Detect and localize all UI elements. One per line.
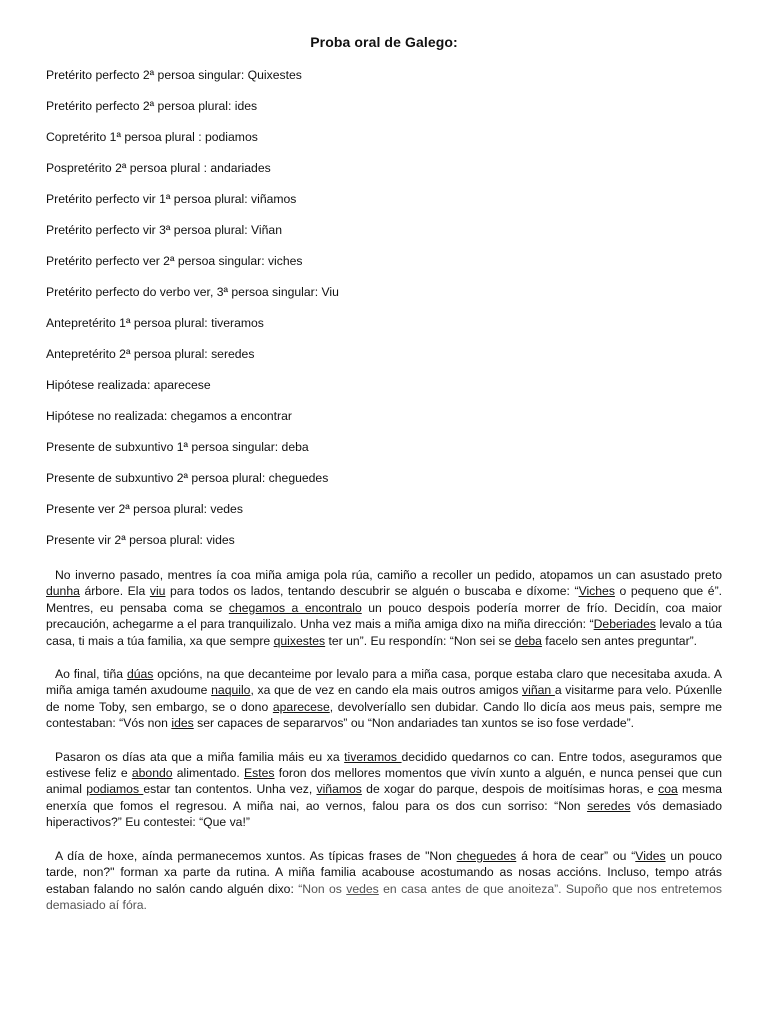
- text-run: decidido quedarnos co can. Entre todos, aseguramos que estivese feliz e: [46, 749, 722, 781]
- verb-forms-list: [46, 68, 339, 564]
- underlined-verb: Estes: [244, 766, 275, 781]
- text-run: vós demasiado hiperactivos?” Eu contestei: “Que va!”: [46, 798, 722, 830]
- underlined-verb: aparecese: [272, 699, 330, 714]
- text-run: opcións, na que decanteime por levalo para a miña casa, porque estaba claro que necesitaba axuda. A miña amiga tamén axudoume: [46, 667, 722, 698]
- underlined-verb: viñamos: [316, 782, 362, 797]
- text-run: ter un”. Eu respondín: “Non sei se: [325, 633, 515, 648]
- underlined-verb: podiamos: [86, 782, 144, 797]
- verb-form-item: Pretérito perfecto 2ª persoa singular: Quixestes: [46, 68, 302, 82]
- text-run: de xogar do parque, despois de moitísimas horas, e: [361, 782, 659, 797]
- underlined-verb: dúas: [126, 667, 154, 682]
- text-run: No inverno pasado, mentres ía coa miña amiga pola rúa, camiño a recoller un pedido, atopamos un can asustado preto: [55, 568, 722, 582]
- text-run: a visitarme para velo. Púxenlle de nome Toby, sen embargo, se o dono: [46, 683, 722, 714]
- story-paragraph: [46, 666, 722, 732]
- underlined-verb: viu: [149, 584, 166, 599]
- text-run: “Non os: [298, 881, 347, 896]
- underlined-verb: seredes: [587, 798, 631, 813]
- document-title: Proba oral de Galego:: [310, 34, 458, 50]
- verb-form-item: Antepretérito 2ª persoa plural: seredes: [46, 347, 255, 361]
- underlined-verb: vedes: [346, 881, 379, 896]
- verb-form-item: Presente ver 2ª persoa plural: vedes: [46, 502, 243, 516]
- text-run: mesma enerxía que fomos el regresou. A miña nai, ao vernos, falou para os dos cun sorriso: “Non: [46, 782, 723, 813]
- text-run: Ao final, tiña: [55, 667, 127, 682]
- verb-form-item: Pretérito perfecto 2ª persoa plural: ides: [46, 99, 258, 113]
- story-paragraph: [46, 567, 722, 649]
- text-run: estar tan contentos. Unha vez,: [143, 782, 317, 797]
- text-run: Pasaron os días ata que a miña familia máis eu xa: [55, 749, 345, 764]
- verb-form-item: Presente vir 2ª persoa plural: vides: [46, 533, 235, 547]
- text-run: ser capaces de separarvos” ou “Non andariades tan xuntos se iso fose verdade”.: [193, 716, 635, 731]
- text-run: á hora de cear” ou “: [516, 848, 636, 863]
- text-run: en casa antes de que anoiteza”. Supoño que nos entretemos demasiado aí fóra.: [46, 881, 723, 912]
- text-run: árbore. Ela: [79, 584, 150, 599]
- text-run: A día de hoxe, aínda permanecemos xuntos. As típicas frases de "Non: [55, 848, 457, 863]
- underlined-verb: ides: [171, 716, 194, 731]
- verb-form-item: Pretérito perfecto vir 3ª persoa plural: Viñan: [46, 223, 282, 237]
- underlined-verb: Vides: [635, 848, 666, 863]
- text-run: para todos os lados, tentando descubrir se alguén o buscaba e díxome: “: [165, 584, 579, 599]
- verb-form-item: Hipótese no realizada: chegamos a encontrar: [46, 409, 292, 423]
- underlined-verb: abondo: [131, 766, 173, 781]
- text-run: un pouco tarde, non?" forman xa parte da rutina. A miña familia acabouse acostumando as nosas accións. Incluso, tempo atrás estaban falando no salón cando alguén dixo:: [46, 848, 722, 896]
- underlined-verb: dunha: [46, 584, 80, 599]
- verb-form-item: Hipótese realizada: aparecese: [46, 378, 211, 392]
- text-run: facelo sen antes preguntar”.: [541, 633, 698, 648]
- text-run: foron dos mellores momentos que vivín xunto a alguén, e nunca pensei que cun animal: [46, 766, 723, 797]
- underlined-verb: Viches: [578, 584, 615, 599]
- text-run: alimentado.: [172, 766, 245, 781]
- text-run: levalo a túa casa, ti mais a túa familia, xa que sempre: [46, 617, 722, 648]
- verb-form-item: Pospretérito 2ª persoa plural : andariades: [46, 161, 271, 175]
- story-paragraph: [46, 749, 722, 831]
- underlined-verb: Deberiades: [593, 617, 656, 632]
- verb-form-item: Pretérito perfecto ver 2ª persoa singular: viches: [46, 254, 303, 268]
- underlined-verb: naquilo: [211, 683, 251, 698]
- verb-form-item: Presente de subxuntivo 1ª persoa singular: deba: [46, 440, 309, 454]
- story-text: [46, 567, 722, 913]
- underlined-verb: cheguedes: [456, 848, 517, 863]
- text-run: un pouco despois podería morrer de frío. Decidín, coa maior precaución, achegarme a el para tranquilizalo. Unha vez mais a miña amiga dixo na miña dirección: “: [46, 600, 722, 632]
- verb-form-item: Antepretérito 1ª persoa plural: tiveramos: [46, 316, 264, 330]
- underlined-verb: chegamos a encontralo: [228, 600, 362, 615]
- underlined-verb: deba: [514, 633, 542, 648]
- verb-form-item: Pretérito perfecto do verbo ver, 3ª persoa singular: Viu: [46, 285, 339, 299]
- verb-form-item: Pretérito perfecto vir 1ª persoa plural: viñamos: [46, 192, 297, 206]
- underlined-verb: quixestes: [273, 633, 326, 648]
- underlined-verb: coa: [658, 782, 678, 797]
- verb-form-item: Copretérito 1ª persoa plural : podiamos: [46, 130, 258, 144]
- underlined-verb: tiveramos: [344, 749, 402, 764]
- text-run: o pequeno que é”. Mentres, eu pensaba coma se: [46, 584, 723, 615]
- story-paragraph: [46, 848, 722, 914]
- text-run: , xa que de vez en cando ela mais outros amigos: [250, 683, 523, 698]
- verb-form-item: Presente de subxuntivo 2ª persoa plural: cheguedes: [46, 471, 329, 485]
- text-run: , devolveríallo sen dubidar. Cando llo dicía aos meus pais, sempre me contestaban: “Vós non: [46, 699, 722, 731]
- underlined-verb: viñan: [522, 683, 555, 698]
